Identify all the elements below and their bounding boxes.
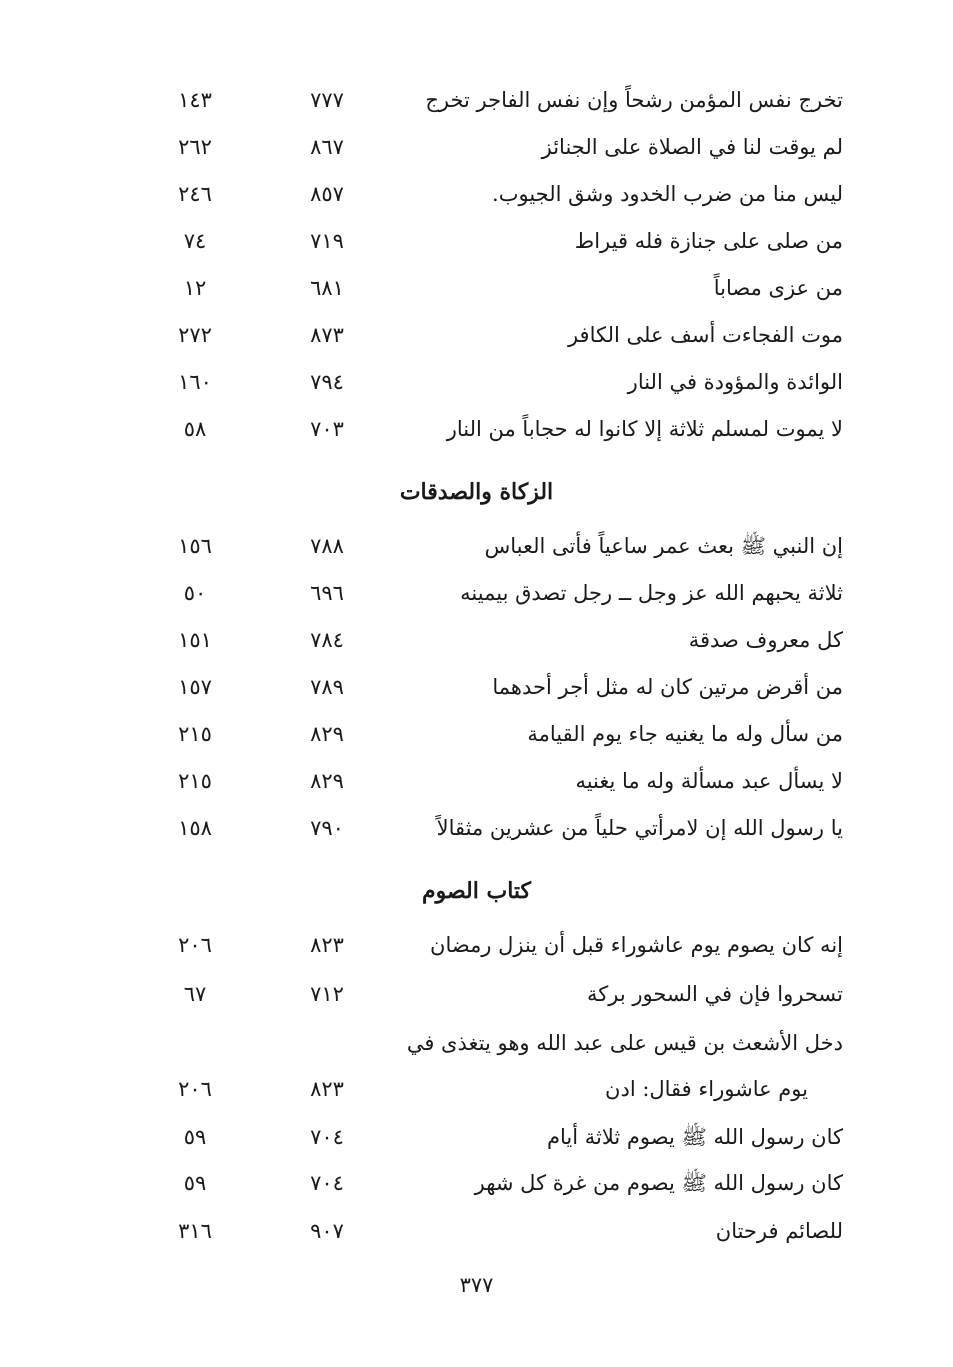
entry-number: ٧٨٤ xyxy=(310,628,344,652)
entry-number: ٧٠٣ xyxy=(310,417,344,441)
entry-text: الوائدة والمؤودة في النار xyxy=(627,370,843,394)
entry-page: ٥٨ xyxy=(183,417,207,441)
index-entry xyxy=(0,1115,953,1159)
entry-number: ٧٨٨ xyxy=(310,534,344,558)
index-entry xyxy=(0,923,953,967)
entry-page: ٢٧٢ xyxy=(178,323,212,347)
entry-number: ٧٧٧ xyxy=(310,88,344,112)
entry-text: ليس منا من ضرب الخدود وشق الجيوب. xyxy=(492,182,843,206)
entry-page: ٢٤٦ xyxy=(178,182,212,206)
entry-number: ٧٨٩ xyxy=(310,675,344,699)
entry-number: ٧٠٤ xyxy=(310,1171,344,1195)
entry-page: ١٥٦ xyxy=(178,534,212,558)
entry-number: ٦٨١ xyxy=(310,276,344,300)
index-entry xyxy=(0,571,953,615)
entry-number: ٧٩٠ xyxy=(310,816,344,840)
index-entry xyxy=(0,266,953,310)
entry-text: من عزى مصاباً xyxy=(713,276,843,300)
entry-text: من أقرض مرتين كان له مثل أجر أحدهما xyxy=(492,675,843,699)
index-entry xyxy=(0,806,953,850)
entry-text: ثلاثة يحبهم الله عز وجل ــ رجل تصدق بيمينه xyxy=(460,581,843,605)
entry-text: يا رسول الله إن لامرأتي حلياً من عشرين مثقالاً xyxy=(436,816,843,840)
index-entry xyxy=(0,125,953,169)
entry-page: ٧٤ xyxy=(183,229,207,253)
entry-page: ٦٧ xyxy=(183,982,207,1006)
entry-text: يوم عاشوراء فقال: ادن xyxy=(605,1077,808,1101)
index-entry xyxy=(0,972,953,1016)
index-entry xyxy=(0,665,953,709)
entry-page: ١٥٨ xyxy=(178,816,212,840)
entry-page: ٥٩ xyxy=(183,1171,207,1195)
entry-number: ٧٩٤ xyxy=(310,370,344,394)
index-entry xyxy=(0,712,953,756)
entry-text: كان رسول الله ﷺ يصوم من غرة كل شهر xyxy=(474,1171,843,1195)
entry-number: ٨٢٣ xyxy=(310,1077,344,1101)
entry-text: إنه كان يصوم يوم عاشوراء قبل أن ينزل رمضان xyxy=(430,933,843,957)
index-entry xyxy=(0,1209,953,1253)
entry-number: ٧١٩ xyxy=(310,229,344,253)
index-entry xyxy=(0,313,953,357)
section-heading: الزكاة والصدقات xyxy=(399,479,554,505)
entry-text: تخرج نفس المؤمن رشحاً وإن نفس الفاجر تخرج xyxy=(425,88,843,112)
entry-text: لا يموت لمسلم ثلاثة إلا كانوا له حجاباً من النار xyxy=(446,417,843,441)
entry-text: كل معروف صدقة xyxy=(688,628,843,652)
index-entry xyxy=(0,524,953,568)
section-heading: كتاب الصوم xyxy=(421,878,532,904)
entry-number: ٨٧٣ xyxy=(310,323,344,347)
entry-page: ٢٦٢ xyxy=(178,135,212,159)
entry-page: ٢١٥ xyxy=(178,722,212,746)
index-entry xyxy=(0,219,953,263)
entry-number: ٨٢٩ xyxy=(310,769,344,793)
index-entry xyxy=(0,1161,953,1205)
entry-page: ٢٠٦ xyxy=(178,933,212,957)
entry-text: كان رسول الله ﷺ يصوم ثلاثة أيام xyxy=(547,1125,843,1149)
index-entry xyxy=(0,759,953,803)
entry-text: دخل الأشعث بن قيس على عبد الله وهو يتغذى في xyxy=(406,1031,843,1055)
entry-page: ١٢ xyxy=(183,276,207,300)
index-entry xyxy=(0,360,953,404)
entry-text: تسحروا فإن في السحور بركة xyxy=(587,982,843,1006)
entry-page: ١٦٠ xyxy=(178,370,212,394)
entry-text: موت الفجاءت أسف على الكافر xyxy=(567,323,843,347)
entry-page: ١٥٧ xyxy=(178,675,212,699)
entry-page: ٣١٦ xyxy=(178,1219,212,1243)
entry-number: ٨٥٧ xyxy=(310,182,344,206)
entry-number: ٨٦٧ xyxy=(310,135,344,159)
entry-text: من صلى على جنازة فله قيراط xyxy=(574,229,843,253)
entry-number: ٦٩٦ xyxy=(310,581,344,605)
index-entry xyxy=(0,407,953,451)
entry-page: ٥٠ xyxy=(183,581,207,605)
entry-page: ١٥١ xyxy=(178,628,212,652)
entry-page: ٢٠٦ xyxy=(178,1077,212,1101)
entry-text: للصائم فرحتان xyxy=(715,1219,843,1243)
index-entry xyxy=(0,172,953,216)
entry-text: لم يوقت لنا في الصلاة على الجنائز xyxy=(541,135,843,159)
index-entry xyxy=(0,1067,953,1111)
entry-number: ٨٢٣ xyxy=(310,933,344,957)
entry-page: ٥٩ xyxy=(183,1125,207,1149)
page-number: ٣٧٧ xyxy=(459,1273,494,1297)
entry-page: ٢١٥ xyxy=(178,769,212,793)
index-entry xyxy=(0,618,953,662)
entry-text: إن النبي ﷺ بعث عمر ساعياً فأتى العباس xyxy=(484,534,843,558)
entry-number: ٨٢٩ xyxy=(310,722,344,746)
index-entry xyxy=(0,78,953,122)
entry-text: من سأل وله ما يغنيه جاء يوم القيامة xyxy=(527,722,843,746)
entry-page: ١٤٣ xyxy=(178,88,212,112)
entry-number: ٧١٢ xyxy=(310,982,344,1006)
index-entry xyxy=(0,1021,953,1065)
entry-number: ٩٠٧ xyxy=(310,1219,344,1243)
entry-text: لا يسأل عبد مسألة وله ما يغنيه xyxy=(575,769,843,793)
entry-number: ٧٠٤ xyxy=(310,1125,344,1149)
